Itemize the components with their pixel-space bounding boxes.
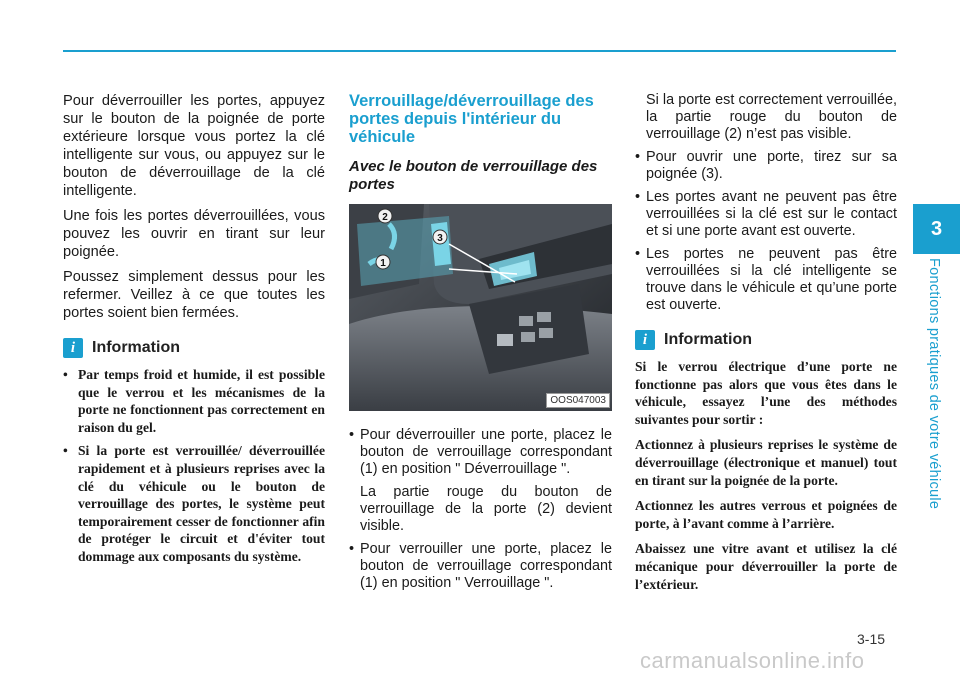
info-icon: i: [635, 330, 655, 350]
list-item: • Si la porte est verrouillée/ déverrouillée rapidement et à plusieurs reprises avec la clé du véhicule ou le bouton de verrouillage des portes, le système peut temporairement cesser de fonctionner afin de protéger le circuit et d'éviter tout dommage aux composants du système.: [63, 442, 325, 565]
list-item: • Les portes ne peuvent pas être verrouillées si la clé intelligente se trouve dans le véhicule et qu’une porte est ouverte.: [635, 246, 897, 314]
chapter-side-title: Fonctions pratiques de votre véhicule: [926, 258, 942, 510]
info-header: [635, 330, 897, 350]
chapter-tab: 3: [913, 204, 960, 254]
list-item: • Pour déverrouiller une porte, placez le bouton de verrouillage correspondant (1) en position " Déverrouillage ".: [349, 427, 612, 478]
door-panel-illustration: [349, 204, 612, 411]
instruction-list: [635, 149, 897, 314]
info-header: [63, 338, 325, 358]
info-title: Information: [664, 331, 752, 348]
list-continuation: La partie rouge du bouton de verrouillage de la porte (2) devient visible.: [360, 484, 612, 534]
info-paragraph: Abaissez une vitre avant et utilisez la clé mécanique pour déverrouiller la porte de l’extérieur.: [635, 541, 897, 592]
door-lock-figure: [349, 204, 612, 411]
section-title: Verrouillage/déverrouillage des portes depuis l'intérieur du véhicule: [349, 92, 594, 146]
paragraph: Pour déverrouiller les portes, appuyez sur le bouton de la poignée de porte extérieure lorsque vous portez la clé intelligente sur vous, ou appuyez sur le bouton de déverrouillage de la clé intelligente.: [63, 93, 325, 199]
list-continuation: Si la porte est correctement verrouillée, la partie rouge du bouton de verrouillage (2) n’est pas visible.: [646, 92, 897, 142]
list-item: • Les portes avant ne peuvent pas être verrouillées si la clé est sur le contact et si une porte avant est ouverte.: [635, 189, 897, 240]
info-paragraph: Actionnez à plusieurs reprises le système de déverrouillage (électronique et manuel) tout en tirant sur la poignée de la porte.: [635, 437, 897, 488]
paragraph: Une fois les portes déverrouillées, vous pouvez les ouvrir en tirant sur leur poignée.: [63, 208, 325, 260]
list-item: • Pour verrouiller une porte, placez le bouton de verrouillage correspondant (1) en position " Verrouillage ".: [349, 541, 612, 592]
callout-3-label: 3: [437, 233, 443, 244]
top-rule: [63, 50, 896, 52]
instruction-list: [349, 541, 612, 592]
info-title: Information: [92, 339, 180, 356]
callout-1-label: 1: [380, 258, 386, 269]
list-item: • Par temps froid et humide, il est possible que le verrou et les mécanismes de la porte ne fonctionnent pas correctement en raison du gel.: [63, 366, 325, 436]
paragraph: Poussez simplement dessus pour les refermer. Veillez à ce que toutes les portes soient bien fermées.: [63, 269, 325, 321]
column-middle: [349, 92, 612, 598]
instruction-list: [349, 427, 612, 478]
figure-code: OOS047003: [546, 393, 610, 408]
subsection-title: Avec le bouton de verrouillage des portes: [349, 158, 598, 193]
list-item: • Pour ouvrir une porte, tirez sur sa poignée (3).: [635, 149, 897, 183]
info-icon: i: [63, 338, 83, 358]
page-number: 3-15: [857, 631, 886, 647]
callout-2-label: 2: [382, 212, 388, 223]
column-right: [635, 92, 897, 601]
info-paragraph: Actionnez les autres verrous et poignées de porte, à l’avant comme à l’arrière.: [635, 498, 897, 531]
column-left: [63, 92, 325, 572]
info-list: [63, 366, 325, 566]
info-paragraph: Si le verrou électrique d’une porte ne fonctionne pas alors que vous êtes dans le véhicule, essayez l’une des méthodes suivantes pour sortir :: [635, 359, 897, 427]
watermark[interactable]: carmanualsonline.info: [640, 648, 865, 673]
